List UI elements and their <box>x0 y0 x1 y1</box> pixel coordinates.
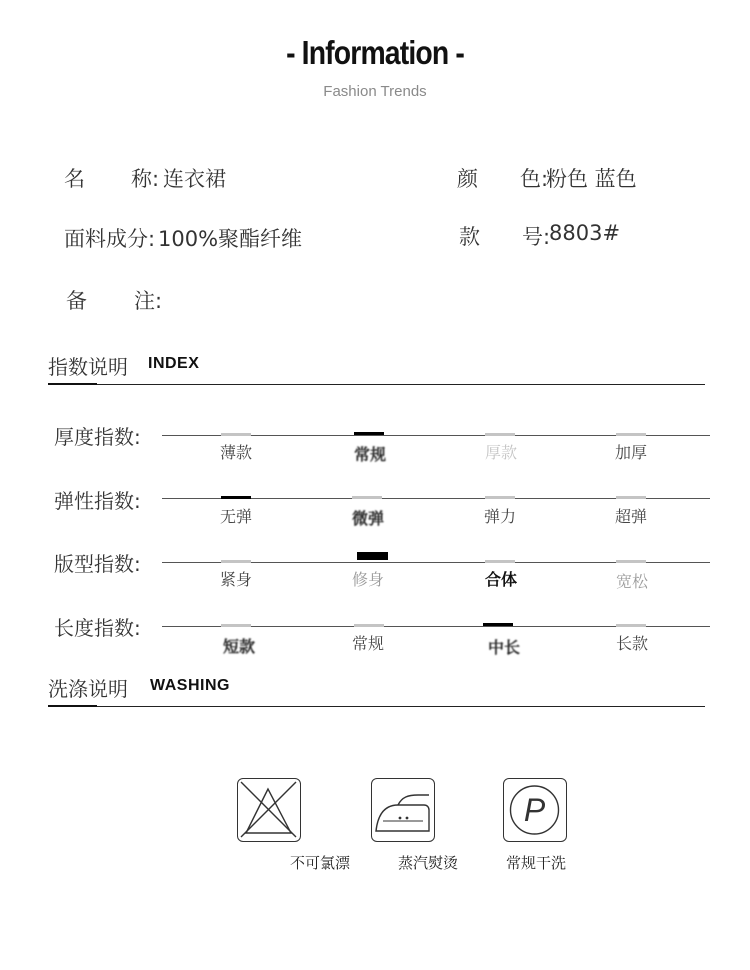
steam-iron-label: 蒸汽熨烫 <box>397 854 458 872</box>
page-title: - Information - <box>286 34 464 71</box>
no-bleach-icon <box>237 778 301 842</box>
length-option-3: 中长 <box>487 638 520 657</box>
style-label-1: 款 <box>459 225 480 249</box>
fabric-value: 100%聚酯纤维 <box>158 227 303 251</box>
dry-clean-label: 常规干洗 <box>505 854 566 872</box>
fit-option-3: 合体 <box>484 570 517 589</box>
elasticity-marker-3 <box>485 496 515 499</box>
fit-option-4: 宽松 <box>615 572 648 591</box>
style-label-2: 号: <box>522 225 551 249</box>
thickness-option-3: 厚款 <box>484 443 517 462</box>
thickness-marker-1 <box>221 433 251 436</box>
washing-divider <box>48 706 705 707</box>
thickness-marker-4 <box>616 433 646 436</box>
fit-label: 版型指数: <box>54 552 141 576</box>
washing-title-en: WASHING <box>150 677 230 694</box>
length-marker-2 <box>354 624 384 627</box>
fit-marker-2-selected <box>357 552 388 560</box>
washing-divider-accent <box>48 705 97 707</box>
length-marker-4 <box>616 624 646 627</box>
index-divider-accent <box>48 383 97 385</box>
dry-clean-icon-glyph: P <box>523 792 546 828</box>
dry-clean-icon <box>503 778 567 842</box>
color-label-2: 色: <box>520 167 549 191</box>
thickness-label: 厚度指数: <box>54 425 141 449</box>
elasticity-option-2: 微弹 <box>351 509 384 528</box>
length-marker-1 <box>221 624 251 627</box>
page-subtitle: Fashion Trends <box>323 83 427 100</box>
name-label-2: 称: <box>131 167 160 191</box>
style-value: 8803# <box>549 221 621 245</box>
thickness-marker-3 <box>485 433 515 436</box>
note-label-1: 备 <box>66 289 87 313</box>
length-option-1: 短款 <box>222 637 255 656</box>
index-divider <box>48 384 705 385</box>
name-label-1: 名 <box>64 167 85 191</box>
elasticity-marker-4 <box>616 496 646 499</box>
elasticity-option-3: 弹力 <box>483 507 516 526</box>
fit-marker-3 <box>485 560 515 563</box>
note-label-2: 注: <box>134 289 163 313</box>
steam-iron-icon <box>371 778 435 842</box>
length-label: 长度指数: <box>54 616 141 640</box>
index-title-zh: 指数说明 <box>48 355 128 379</box>
fit-marker-1 <box>221 560 251 563</box>
thickness-option-2: 常规 <box>353 445 386 464</box>
fit-marker-4 <box>616 560 646 563</box>
color-value: 粉色 蓝色 <box>546 167 637 191</box>
elasticity-marker-2 <box>352 496 382 499</box>
elasticity-option-1: 无弹 <box>219 507 252 526</box>
thickness-marker-2-selected <box>354 432 384 435</box>
thickness-option-4: 加厚 <box>614 443 647 462</box>
color-label-1: 颜 <box>457 167 478 191</box>
fit-option-2: 修身 <box>351 570 384 589</box>
elasticity-label: 弹性指数: <box>54 489 141 513</box>
elasticity-option-4: 超弹 <box>614 507 647 526</box>
index-title-en: INDEX <box>148 355 200 372</box>
washing-title-zh: 洗涤说明 <box>48 677 128 701</box>
length-marker-3-selected <box>483 623 513 626</box>
length-option-2: 常规 <box>351 634 384 653</box>
length-option-4: 长款 <box>615 634 648 653</box>
elasticity-marker-1-selected <box>221 496 251 499</box>
fit-option-1: 紧身 <box>219 570 252 589</box>
no-bleach-label: 不可氯漂 <box>289 854 350 872</box>
thickness-option-1: 薄款 <box>219 443 252 462</box>
fabric-label: 面料成分: <box>64 227 156 251</box>
name-value: 连衣裙 <box>163 167 226 191</box>
